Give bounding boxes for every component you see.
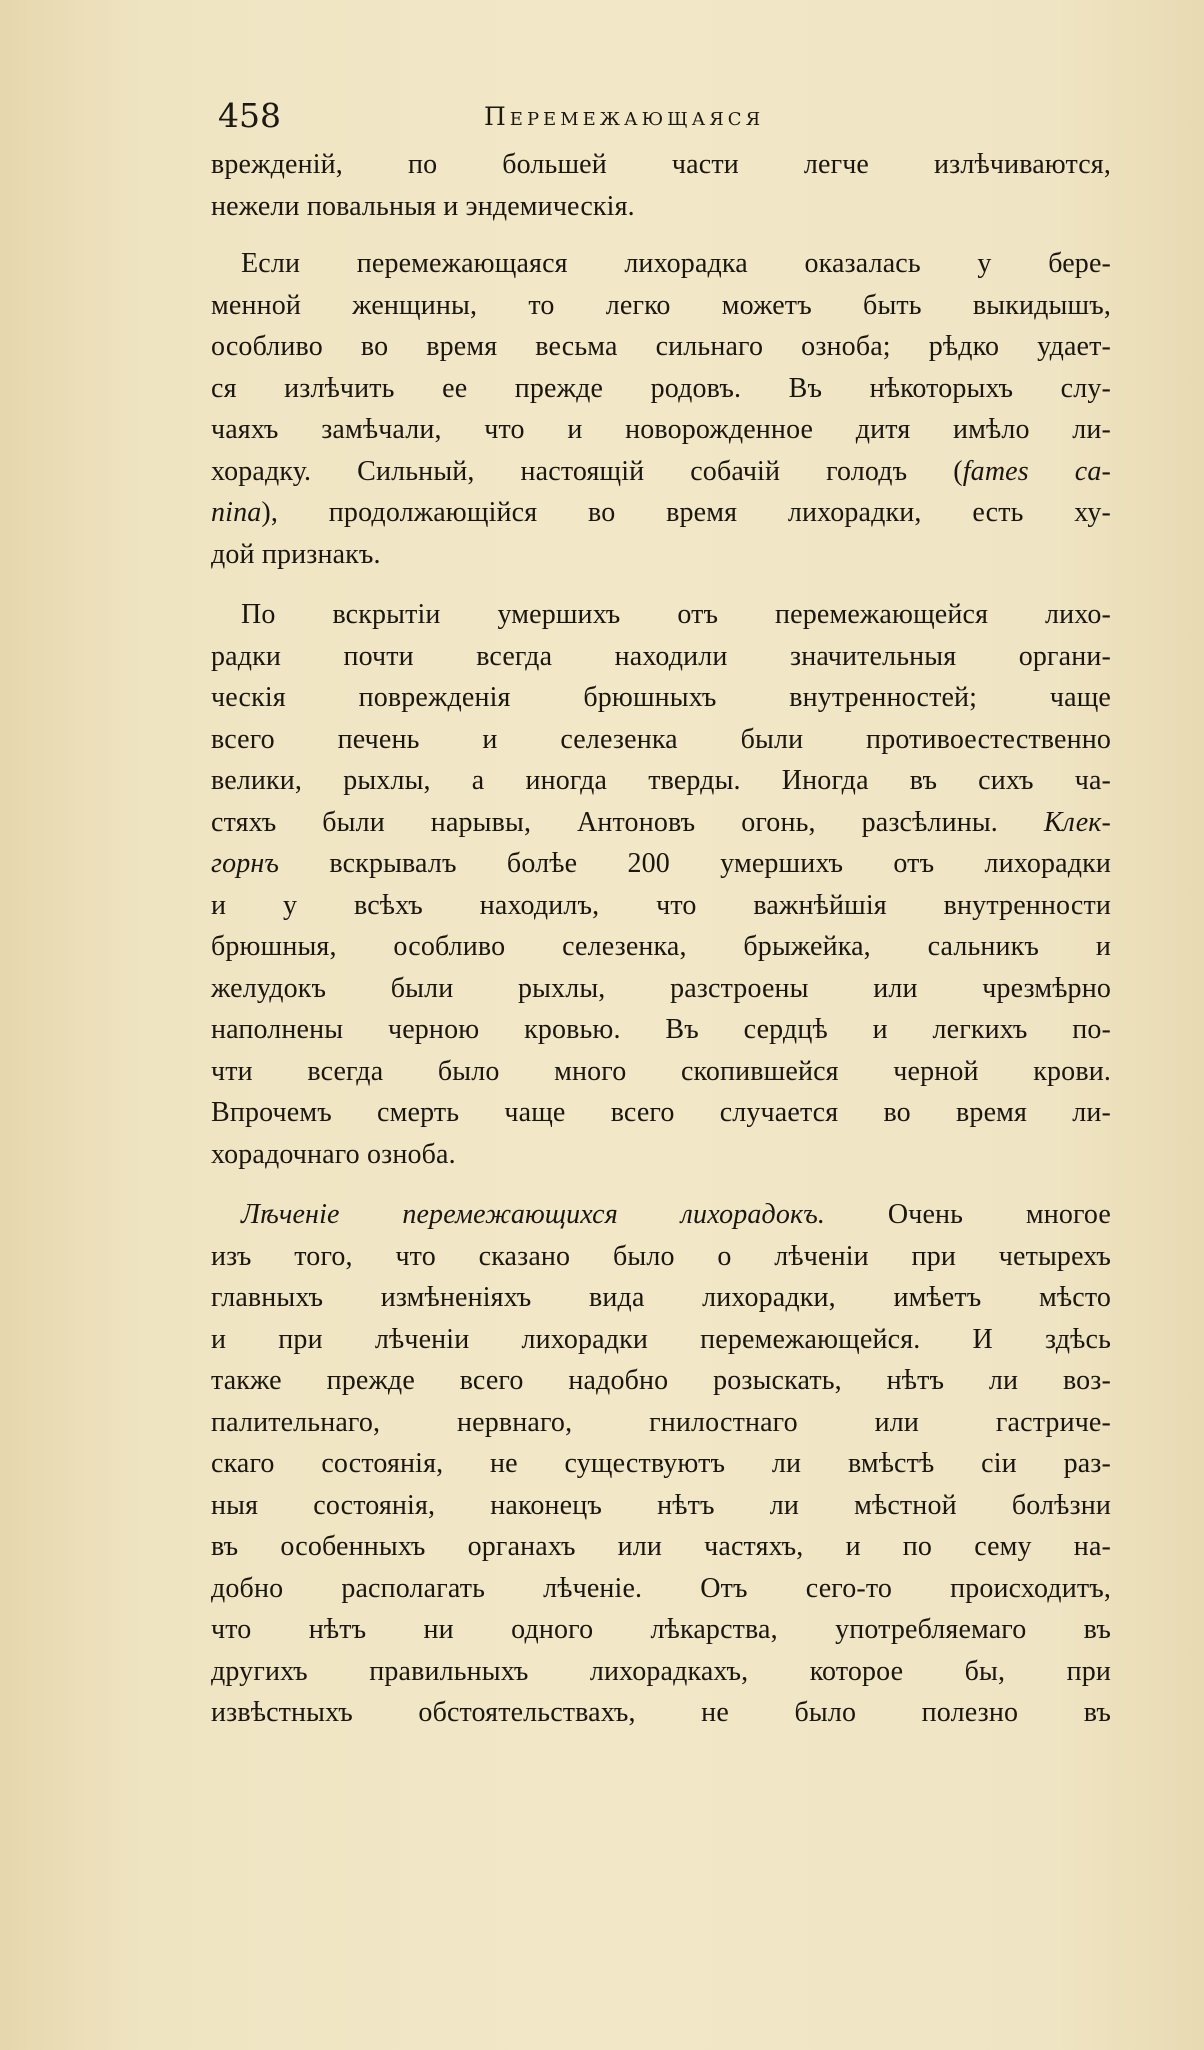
- page-number: 458: [218, 96, 281, 135]
- running-head: Перемежающаяся: [484, 102, 765, 131]
- text-line: Впрочемъ смерть чаще всего случается во время ли-: [211, 1097, 1111, 1128]
- text-line: хорадочнаго озноба.: [211, 1138, 456, 1170]
- paragraph-autopsy: [211, 594, 1111, 1175]
- paragraph-continuation: [211, 144, 1111, 227]
- text-line: въ особенныхъ органахъ или частяхъ, и по сему на-: [211, 1531, 1111, 1562]
- text-line: ческія поврежденія брюшныхъ внутренностей; чаще: [211, 682, 1111, 713]
- text-run: Очень многое: [825, 1199, 1111, 1230]
- text-line: менной женщины, то легко можетъ быть выкидышъ,: [211, 289, 1111, 321]
- text-line: [211, 802, 1111, 844]
- author-name: Клек-: [1043, 806, 1111, 838]
- text-line: главныхъ измѣненіяхъ вида лихорадки, имѣетъ мѣсто: [211, 1282, 1111, 1313]
- text-line: и у всѣхъ находилъ, что важнѣйшія внутренности: [211, 889, 1111, 921]
- text-line: изъ того, что сказано было о лѣченіи при четырехъ: [211, 1240, 1111, 1272]
- paragraph-treatment: [211, 1194, 1111, 1734]
- paragraph-pregnancy: [211, 243, 1111, 575]
- text-line: врежденій, по большей части легче излѣчиваются,: [211, 149, 1111, 180]
- text-line: нежели повальныя и эндемическія.: [211, 190, 635, 222]
- text-line: ся излѣчить ее прежде родовъ. Въ нѣкоторыхъ слу-: [211, 372, 1111, 404]
- text-line: другихъ правильныхъ лихорадкахъ, которое бы, при: [211, 1655, 1111, 1687]
- text-line: велики, рыхлы, а иногда тверды. Иногда въ сихъ ча-: [211, 765, 1111, 796]
- author-name: горнъ: [211, 848, 280, 879]
- text-line: [211, 1194, 1111, 1236]
- text-line: что нѣтъ ни одного лѣкарства, употребляемаго въ: [211, 1614, 1111, 1645]
- text-line: желудокъ были рыхлы, разстроены или чрезмѣрно: [211, 972, 1111, 1004]
- text-line: чаяхъ замѣчали, что и новорожденное дитя имѣло ли-: [211, 414, 1111, 445]
- text-run: вскрывалъ болѣе 200 умершихъ отъ лихорадки: [279, 848, 1111, 879]
- section-heading: Лѣченіе перемежающихся лихорадокъ.: [241, 1199, 826, 1230]
- text-line: ныя состоянія, наконецъ нѣтъ ли мѣстной болѣзни: [211, 1489, 1111, 1521]
- text-line: особливо во время весьма сильнаго озноба; рѣдко удает-: [211, 331, 1111, 362]
- text-line: скаго состоянія, не существуютъ ли вмѣстѣ сіи раз-: [211, 1448, 1111, 1479]
- text-line: также прежде всего надобно розыскать, нѣтъ ли воз-: [211, 1365, 1111, 1396]
- text-line: дой признакъ.: [211, 538, 381, 570]
- text-line: извѣстныхъ обстоятельствахъ, не было полезно въ: [211, 1697, 1111, 1728]
- text-line: брюшныя, особливо селезенка, брыжейка, сальникъ и: [211, 931, 1111, 962]
- text-run: хорадку. Сильный, настоящій собачій голодъ (: [211, 455, 963, 487]
- text-line: палительнаго, нервнаго, гнилостнаго или гастриче-: [211, 1406, 1111, 1438]
- body-text: [211, 144, 1111, 1734]
- text-line: Если перемежающаяся лихорадка оказалась у бере-: [241, 248, 1111, 279]
- latin-term: fames ca-: [962, 455, 1111, 487]
- latin-term: nina: [211, 497, 262, 528]
- text-run: ), продолжающійся во время лихорадки, есть ху-: [261, 497, 1111, 528]
- text-line: наполнены черною кровью. Въ сердцѣ и легкихъ по-: [211, 1014, 1111, 1045]
- text-line: По вскрытіи умершихъ отъ перемежающейся лихо-: [241, 599, 1111, 630]
- text-line: [211, 843, 1111, 885]
- text-line: [211, 492, 1111, 534]
- text-line: радки почти всегда находили значительныя органи-: [211, 640, 1111, 672]
- text-line: чти всегда было много скопившейся черной крови.: [211, 1055, 1111, 1087]
- page-header: [218, 96, 1136, 136]
- text-line: [211, 451, 1111, 493]
- text-line: всего печень и селезенка были противоестественно: [211, 723, 1111, 755]
- text-line: и при лѣченіи лихорадки перемежающейся. И здѣсь: [211, 1323, 1111, 1355]
- text-run: стяхъ были нарывы, Антоновъ огонь, разсѣлины.: [211, 806, 1044, 838]
- text-line: добно располагать лѣченіе. Отъ сего-то происходитъ,: [211, 1572, 1111, 1604]
